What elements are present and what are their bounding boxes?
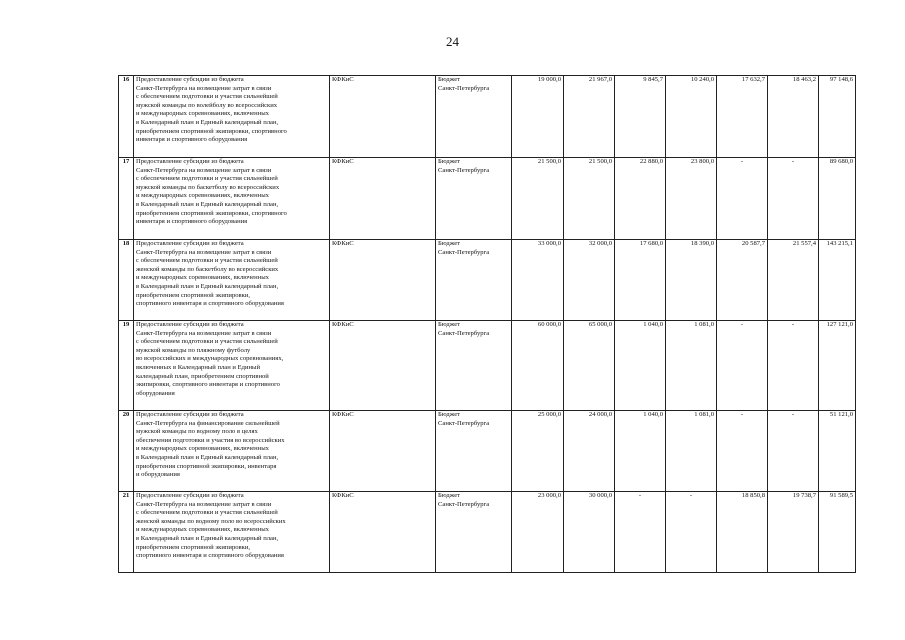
row-total: 143 215,1: [819, 240, 856, 321]
table-row: [119, 158, 856, 240]
row-value-4: 10 240,0: [666, 76, 717, 158]
row-number: 21: [119, 492, 134, 573]
row-value-3: 1 040,0: [615, 411, 666, 492]
table-row: [119, 411, 856, 492]
row-value-4: 23 800,0: [666, 158, 717, 240]
row-value-2: 32 000,0: [564, 240, 615, 321]
row-description: Предоставление субсидии из бюджета Санкт-Петербурга на возмещение затрат в связи с обеспечением подготовки и участия сильнейшей женской команды по баскетболу во всероссийских и международных соревнованиях, включенных в Календарный план и Единый календарный план, приобретением спортивной экипировки, спортивного инвентаря и спортивного оборудования: [134, 240, 330, 321]
row-value-3: 22 880,0: [615, 158, 666, 240]
row-funding-source: Бюджет Санкт-Петербурга: [436, 321, 512, 411]
row-description: Предоставление субсидии из бюджета Санкт-Петербурга на возмещение затрат в связи с обеспечением подготовки и участия сильнейшей мужской команды по баскетболу во всероссийских и международных соревнованиях, включенных в Календарный план и Единый календарный план, приобретением спортивной экипировки, спортивного инвентаря и спортивного оборудования: [134, 158, 330, 240]
row-value-5: 20 587,7: [717, 240, 768, 321]
row-value-6: 18 463,2: [768, 76, 819, 158]
table-row: [119, 492, 856, 573]
row-value-6: -: [768, 321, 819, 411]
row-value-3: 17 680,0: [615, 240, 666, 321]
row-number: 20: [119, 411, 134, 492]
row-number: 16: [119, 76, 134, 158]
row-number: 18: [119, 240, 134, 321]
row-total: 51 121,0: [819, 411, 856, 492]
row-value-2: 24 000,0: [564, 411, 615, 492]
row-total: 127 121,0: [819, 321, 856, 411]
table-row: [119, 321, 856, 411]
row-value-3: -: [615, 492, 666, 573]
row-value-1: 21 500,0: [512, 158, 564, 240]
row-funding-source: Бюджет Санкт-Петербурга: [436, 240, 512, 321]
row-executor: КФКиС: [330, 76, 436, 158]
row-executor: КФКиС: [330, 158, 436, 240]
row-value-2: 65 000,0: [564, 321, 615, 411]
row-executor: КФКиС: [330, 411, 436, 492]
row-total: 97 148,6: [819, 76, 856, 158]
row-value-1: 19 000,0: [512, 76, 564, 158]
row-value-2: 21 500,0: [564, 158, 615, 240]
row-value-6: -: [768, 158, 819, 240]
budget-table: [118, 75, 856, 573]
row-executor: КФКиС: [330, 492, 436, 573]
row-value-5: -: [717, 411, 768, 492]
row-value-5: 17 632,7: [717, 76, 768, 158]
row-executor: КФКиС: [330, 321, 436, 411]
row-description: Предоставление субсидии из бюджета Санкт-Петербурга на возмещение затрат в связи с обеспечением подготовки и участия сильнейшей мужской команды по волейболу во всероссийских и международных соревнованиях, включенных в Календарный план и Единый календарный план, приобретением спортивной экипировки, спортивного инвентаря и спортивного оборудования: [134, 76, 330, 158]
table-row: [119, 76, 856, 158]
row-value-3: 9 845,7: [615, 76, 666, 158]
row-number: 19: [119, 321, 134, 411]
row-value-2: 30 000,0: [564, 492, 615, 573]
row-value-4: 1 081,0: [666, 411, 717, 492]
row-funding-source: Бюджет Санкт-Петербурга: [436, 158, 512, 240]
row-value-5: 18 850,8: [717, 492, 768, 573]
row-description: Предоставление субсидии из бюджета Санкт-Петербурга на возмещение затрат в связи с обеспечением подготовки и участия сильнейшей мужской команды по пляжному футболу во всероссийских и международных соревнованиях, включенных в Календарный план и Единый календарный план, приобретением спортивной экипировки, спортивного инвентаря и спортивного оборудования: [134, 321, 330, 411]
page-number: 24: [446, 34, 459, 49]
row-value-1: 25 000,0: [512, 411, 564, 492]
row-value-5: -: [717, 321, 768, 411]
row-value-4: 1 081,0: [666, 321, 717, 411]
row-funding-source: Бюджет Санкт-Петербурга: [436, 492, 512, 573]
row-value-4: -: [666, 492, 717, 573]
row-value-6: -: [768, 411, 819, 492]
row-value-1: 60 000,0: [512, 321, 564, 411]
row-value-6: 21 557,4: [768, 240, 819, 321]
row-description: Предоставление субсидии из бюджета Санкт-Петербурга на возмещение затрат в связи с обеспечением подготовки и участия сильнейшей женской команды по водному поло во всероссийских и международных соревнованиях, включенных в Календарный план и Единый календарный план, приобретением спортивной экипировки, спортивного инвентаря и спортивного оборудования: [134, 492, 330, 573]
row-value-4: 18 390,0: [666, 240, 717, 321]
row-description: Предоставление субсидии из бюджета Санкт-Петербурга на финансирование сильнейшей мужской команды по водному поло в целях обеспечения подготовки и участия во всероссийских и международных соревнованиях, включенных в Календарный план и Единый календарный план, приобретения спортивной экипировки, инвентаря и оборудования: [134, 411, 330, 492]
row-executor: КФКиС: [330, 240, 436, 321]
row-total: 89 680,0: [819, 158, 856, 240]
row-funding-source: Бюджет Санкт-Петербурга: [436, 76, 512, 158]
row-value-3: 1 040,0: [615, 321, 666, 411]
row-total: 91 589,5: [819, 492, 856, 573]
row-value-2: 21 967,0: [564, 76, 615, 158]
table-row: [119, 240, 856, 321]
row-funding-source: Бюджет Санкт-Петербурга: [436, 411, 512, 492]
row-value-1: 33 000,0: [512, 240, 564, 321]
row-number: 17: [119, 158, 134, 240]
row-value-1: 23 000,0: [512, 492, 564, 573]
row-value-5: -: [717, 158, 768, 240]
row-value-6: 19 738,7: [768, 492, 819, 573]
